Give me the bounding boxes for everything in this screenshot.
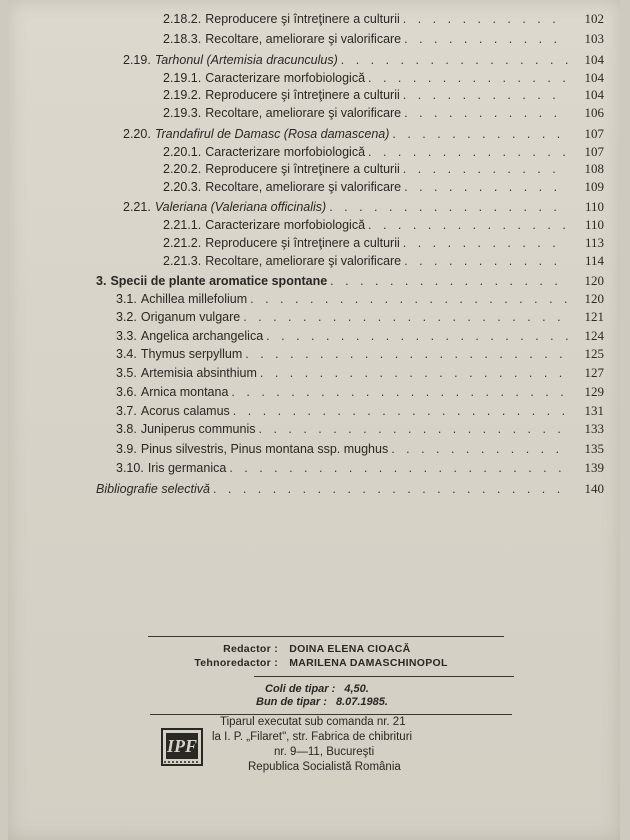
toc-entry-number: 3.9. <box>116 442 137 456</box>
sheets-label: Coli de tipar : <box>265 683 336 695</box>
toc-entry-title: Recoltare, ameliorare şi valorificare <box>205 180 402 194</box>
toc-entry-page: 104 <box>584 52 604 67</box>
dot-leader <box>389 125 568 143</box>
toc-entry-title: Recoltare, ameliorare şi valorificare <box>205 254 402 268</box>
toc-entry-title: Specii de plante aromatice spontane <box>110 274 328 288</box>
toc-entry-number: 2.19.3. <box>163 106 202 120</box>
dot-leader <box>400 10 568 28</box>
toc-entry-title: Trandafirul de Damasc (Rosa damascena) <box>154 127 390 141</box>
toc-entry-page: 107 <box>584 144 604 159</box>
toc-entry-title: Recoltare, ameliorare şi valorificare <box>205 32 402 46</box>
toc-entry <box>123 125 604 143</box>
toc-entry-number: 2.20.3. <box>163 180 202 194</box>
toc-entry-number: 2.21.3. <box>163 254 202 268</box>
printing-line-1: Tiparul executat sub comanda nr. 21 <box>220 716 406 728</box>
dot-leader <box>230 402 568 420</box>
toc-entry-page: 108 <box>584 161 604 176</box>
toc-entry-title: Bibliografie selectivă <box>96 482 210 496</box>
toc-entry <box>163 10 604 28</box>
toc-entry-title: Arnica montana <box>140 385 229 399</box>
dot-leader <box>401 252 568 270</box>
toc-entry-page: 110 <box>584 199 604 214</box>
toc-entry-number: 3.1. <box>116 292 137 306</box>
dot-leader <box>338 51 568 69</box>
toc-entry-title: Iris germanica <box>147 461 227 475</box>
toc-entry-page: 140 <box>584 481 604 496</box>
toc-entry-page: 109 <box>584 179 604 194</box>
toc-entry-page: 113 <box>584 235 604 250</box>
toc-entry-page: 129 <box>584 384 604 399</box>
toc-entry-title: Angelica archangelica <box>140 329 264 343</box>
editor-credit <box>196 643 411 655</box>
toc-entry-title: Acorus calamus <box>140 404 230 418</box>
toc-entry-title: Tarhonul (Artemisia dracunculus) <box>154 53 338 67</box>
toc-entry-title: Achillea millefolium <box>140 292 248 306</box>
approval-value: 8.07.1985. <box>335 696 388 708</box>
toc-entry-number: 2.21.2. <box>163 236 202 250</box>
book-page <box>8 0 620 840</box>
toc-entry-page: 131 <box>584 403 604 418</box>
toc-entry-number: 2.19.2. <box>163 88 202 102</box>
toc-entry-number: 2.20. <box>123 127 151 141</box>
printing-line-2: la I. P. „Filaret", str. Fabrica de chibrituri <box>212 731 413 743</box>
dot-leader <box>256 420 569 438</box>
toc-entry-page: 139 <box>584 460 604 475</box>
toc-entry <box>163 216 604 234</box>
toc-entry-number: 2.20.2. <box>163 162 202 176</box>
printing-house-logo <box>160 727 204 767</box>
dot-leader <box>365 69 568 87</box>
editor-label: Redactor : <box>223 643 278 655</box>
toc-entry <box>116 327 604 345</box>
toc-entry-page: 104 <box>584 70 604 85</box>
toc-entry-title: Caracterizare morfobiologică <box>205 145 366 159</box>
toc-entry-page: 102 <box>584 11 604 26</box>
toc-entry-title: Caracterizare morfobiologică <box>205 71 366 85</box>
toc-entry <box>116 290 604 308</box>
toc-entry-number: 3.2. <box>116 310 137 324</box>
dot-leader <box>365 216 568 234</box>
toc-entry-page: 114 <box>584 253 604 268</box>
toc-entry-title: Pinus silvestris, Pinus montana ssp. mughus <box>140 442 389 456</box>
toc-entry-title: Valeriana (Valeriana officinalis) <box>154 200 327 214</box>
toc-entry-title: Origanum vulgare <box>140 310 241 324</box>
tech-editor-name: MARILENA DAMASCHINOPOL <box>289 657 448 669</box>
toc-entry-number: 3.6. <box>116 385 137 399</box>
approval-info <box>256 696 388 708</box>
sheets-info <box>265 683 369 695</box>
dot-leader <box>400 86 568 104</box>
toc-entry <box>116 459 604 477</box>
toc-entry-title: Caracterizare morfobiologică <box>205 218 366 232</box>
dot-leader <box>401 30 568 48</box>
toc-entry <box>163 30 604 48</box>
dot-leader <box>365 143 568 161</box>
dot-leader <box>400 160 568 178</box>
svg-text:IPF: IPF <box>166 736 198 756</box>
toc-entry-title: Artemisia absinthium <box>140 366 257 380</box>
dot-leader <box>257 364 568 382</box>
toc-entry-page: 104 <box>584 87 604 102</box>
separator-bottom <box>150 714 512 715</box>
toc-entry-number: 2.19. <box>123 53 151 67</box>
toc-entry-page: 135 <box>584 441 604 456</box>
toc-entry <box>116 345 604 363</box>
dot-leader <box>388 440 568 458</box>
editor-name: DOINA ELENA CIOACĂ <box>289 643 411 655</box>
toc-entry <box>163 104 604 122</box>
toc-entry-page: 110 <box>584 217 604 232</box>
toc-entry-page: 106 <box>584 105 604 120</box>
toc-entry-title: Reproducere şi întreţinere a culturii <box>205 88 400 102</box>
dot-leader <box>210 480 568 498</box>
toc-entry <box>163 234 604 252</box>
toc-entry <box>123 198 604 216</box>
tech-editor-credit <box>148 657 448 669</box>
toc-entry-page: 121 <box>584 309 604 324</box>
toc-entry <box>116 440 604 458</box>
toc-entry-number: 3. <box>96 274 107 288</box>
dot-leader <box>401 178 568 196</box>
dot-leader <box>226 459 568 477</box>
toc-entry <box>163 69 604 87</box>
toc-entry <box>123 51 604 69</box>
toc-entry <box>163 143 604 161</box>
dot-leader <box>228 383 568 401</box>
printing-line-4: Republica Socialistă România <box>248 761 401 773</box>
toc-entry-page: 103 <box>584 31 604 46</box>
toc-entry <box>116 402 604 420</box>
toc-entry-number: 2.18.3. <box>163 32 202 46</box>
sheets-value: 4,50. <box>344 683 369 695</box>
dot-leader <box>326 198 568 216</box>
toc-entry-number: 2.21.1. <box>163 218 202 232</box>
toc-entry-page: 120 <box>584 273 604 288</box>
separator-mid <box>254 676 514 677</box>
tech-editor-label: Tehnoredactor : <box>194 657 278 669</box>
toc-entry-number: 3.8. <box>116 422 137 436</box>
toc-entry-page: 124 <box>584 328 604 343</box>
toc-entry-number: 3.3. <box>116 329 137 343</box>
dot-leader <box>240 308 568 326</box>
toc-entry <box>163 86 604 104</box>
toc-entry-page: 120 <box>584 291 604 306</box>
toc-entry-title: Thymus serpyllum <box>140 347 243 361</box>
toc-entry <box>163 160 604 178</box>
toc-entry-page: 125 <box>584 346 604 361</box>
toc-entry-title: Recoltare, ameliorare şi valorificare <box>205 106 402 120</box>
toc-entry-title: Juniperus communis <box>140 422 256 436</box>
toc-entry-number: 3.5. <box>116 366 137 380</box>
dot-leader <box>401 104 568 122</box>
toc-entry-page: 133 <box>584 421 604 436</box>
toc-entry-title: Reproducere şi întreţinere a culturii <box>205 12 400 26</box>
toc-entry-number: 3.10. <box>116 461 144 475</box>
dot-leader <box>400 234 568 252</box>
toc-entry-number: 3.7. <box>116 404 137 418</box>
separator-top <box>148 636 504 637</box>
toc-entry-title: Reproducere şi întreţinere a culturii <box>205 236 400 250</box>
toc-entry-number: 3.4. <box>116 347 137 361</box>
toc-entry <box>116 383 604 401</box>
toc-entry <box>116 364 604 382</box>
printing-line-3: nr. 9—11, Bucureşti <box>274 746 375 758</box>
toc-entry-page: 127 <box>584 365 604 380</box>
toc-entry-number: 2.20.1. <box>163 145 202 159</box>
toc-entry-number: 2.21. <box>123 200 151 214</box>
toc-entry-number: 2.19.1. <box>163 71 202 85</box>
toc-entry <box>96 272 604 290</box>
toc-entry <box>163 252 604 270</box>
dot-leader <box>263 327 568 345</box>
dot-leader <box>247 290 568 308</box>
toc-entry-number: 2.18.2. <box>163 12 202 26</box>
dot-leader <box>242 345 568 363</box>
approval-label: Bun de tipar : <box>256 696 327 708</box>
toc-entry-title: Reproducere şi întreţinere a culturii <box>205 162 400 176</box>
dot-leader <box>327 272 568 290</box>
toc-entry <box>163 178 604 196</box>
toc-entry-page: 107 <box>584 126 604 141</box>
toc-entry <box>116 308 604 326</box>
toc-entry <box>96 480 604 498</box>
toc-entry <box>116 420 604 438</box>
